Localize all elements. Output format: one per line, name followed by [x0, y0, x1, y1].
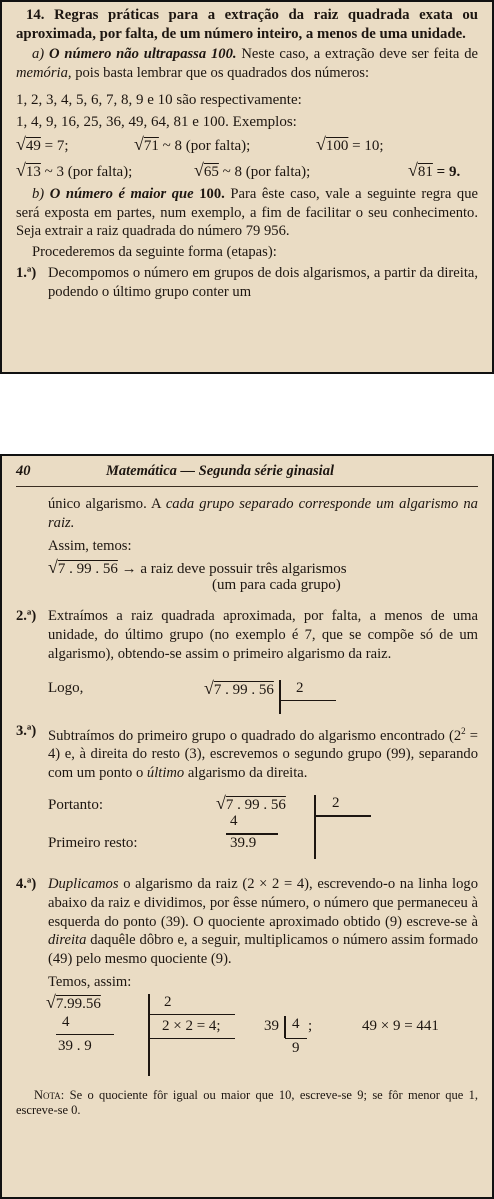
radicand: 7 . 99 . 56: [213, 681, 274, 698]
step-4: [16, 875, 478, 969]
temos-diagram: [16, 992, 478, 1082]
step-3-sup: 2: [461, 725, 466, 736]
logo-label: Logo,: [48, 679, 84, 696]
numbers-line: 1, 2, 3, 4, 5, 6, 7, 8, 9 e 10 são respectivamente:: [16, 91, 302, 108]
radical-icon: √: [16, 133, 26, 154]
root-digit: 2: [164, 993, 172, 1010]
example-4: [16, 159, 132, 183]
result: = 9.: [436, 163, 461, 180]
result: ~ 3 (por falta);: [44, 163, 133, 180]
step-4-text1: o algarismo da raiz (2 × 2 = 4), escrevendo-o na linha logo abaixo da raiz e dividimos, por êsse número, o número que permaneceu à esquerda do ponto (39). O quociente aproximado obtido (9) escreve-se à: [48, 876, 479, 930]
subtraction-line: [56, 1034, 114, 1036]
division-bar: [284, 1016, 286, 1038]
footnote: [16, 1088, 478, 1118]
note-label: Nota:: [34, 1087, 65, 1102]
divider-line: [314, 795, 316, 859]
page-number: 40: [16, 462, 31, 479]
radical-icon: √: [48, 557, 58, 578]
resto-value: 39 . 9: [58, 1037, 92, 1054]
radicand: 65: [203, 163, 219, 180]
double-underline: [149, 1038, 235, 1040]
step-2-text: Extraímos a raiz quadrada aproximada, por falta, a menos de uma unidade, do último grupo (no exemplo é 7, que se compõe só de um algarismo), obtendo-se assim o primeiro algarismo da raiz.: [48, 608, 478, 662]
radical-icon: √: [216, 793, 226, 814]
paragraph-b: [16, 185, 478, 241]
radicand-expression: [48, 557, 347, 578]
logo-diagram: [16, 664, 478, 718]
root-digit: 2: [296, 679, 304, 696]
cont-text: único algarismo. A: [48, 496, 161, 512]
squares-line: 1, 4, 9, 16, 25, 36, 49, 64, 81 e 100. Exemplos:: [16, 113, 297, 130]
radical-icon: √: [134, 133, 144, 154]
root-underline: [149, 1014, 235, 1016]
radical-icon: √: [46, 991, 56, 1012]
step-3-text1: Subtraímos do primeiro grupo o quadrado do algarismo encontrado (2: [48, 727, 462, 744]
radicand: 81: [417, 163, 433, 180]
division-dividend: 39: [264, 1017, 279, 1034]
radicand: 13: [25, 163, 41, 180]
arrow-text: → a raiz deve possuir três algarismos: [121, 561, 347, 578]
division-semicolon: ;: [308, 1017, 313, 1034]
step-3-italic: último: [146, 765, 185, 782]
example-3: [316, 133, 384, 157]
step-2: [16, 607, 478, 663]
radical-icon: √: [204, 677, 214, 698]
result: ~ 8 (por falta);: [222, 163, 311, 180]
primeiro-resto-label: Primeiro resto:: [48, 835, 138, 852]
subtrahend: 4: [230, 813, 238, 830]
cont-italic: cada grupo separado corresponde um algarismo na raiz.: [48, 496, 478, 531]
radicand: 49: [25, 137, 41, 154]
divider-line: [148, 994, 150, 1076]
running-head: Matemática — Segunda série ginasial: [106, 462, 334, 479]
radical-icon: √: [194, 159, 204, 180]
step-4-text2: daquêle dôbro e, a seguir, multiplicamos o número assim formado (49) pelo mesmo quociente (9).: [48, 932, 478, 968]
division-divisor: 4: [292, 1015, 300, 1032]
examples-row-2: [16, 157, 478, 185]
step-3: [16, 722, 478, 783]
radicand-line: [16, 555, 478, 599]
radicand: 71: [143, 137, 159, 154]
note-text: Se o quociente fôr igual ou maior que 10, escreve-se 9; se fôr menor que 1, escreve-se 0.: [16, 1087, 479, 1117]
radicand: 7 . 99 . 56: [225, 797, 286, 814]
label-a: a): [32, 46, 45, 63]
page-header: [16, 456, 478, 487]
temos-text: Temos, assim:: [48, 974, 132, 991]
page-top: [0, 0, 494, 374]
portanto-radical: [216, 793, 286, 814]
step-3-number: 3.ª): [16, 722, 37, 739]
portanto-diagram: [16, 783, 478, 865]
step-3-text2: = 4) e, à direita do resto (3), escrevemos o segundo grupo (99), separando com um ponto o: [48, 727, 478, 782]
step-1-number: 1.ª): [16, 264, 37, 281]
temos-radical: [46, 992, 101, 1013]
radical-icon: √: [408, 159, 418, 180]
text-memoria: memória: [16, 64, 68, 81]
step-4-number: 4.ª): [16, 876, 37, 893]
heading-b-number: 100.: [199, 185, 225, 202]
product-expression: 49 × 9 = 441: [362, 1017, 439, 1034]
text-a1: Neste caso, a extração deve ser feita de: [241, 46, 478, 63]
resto-value: 39.9: [230, 835, 257, 852]
text-a2: , pois basta lembrar que os quadrados dos números:: [67, 64, 370, 81]
subtrahend: 4: [62, 1013, 70, 1030]
radicand: 100: [325, 137, 349, 154]
paragraph-a: [16, 45, 478, 83]
proced-text: Procederemos da seguinte forma (etapas):: [32, 244, 277, 261]
continuation: [16, 495, 478, 533]
step-1-text: Decompomos o número em grupos de dois algarismos, a partir da direita, podendo o último grupo conter um: [48, 264, 478, 300]
step-4-italic2: direita: [48, 932, 87, 949]
step-2-number: 2.ª): [16, 608, 37, 625]
radicand: 7.99.56: [55, 995, 101, 1012]
example-6: [408, 159, 460, 183]
heading-a: O número não ultrapassa 100.: [48, 46, 237, 63]
root-underline: [280, 700, 336, 702]
example-2: [134, 133, 250, 157]
page-bottom: [0, 454, 494, 1199]
result: = 7;: [44, 137, 69, 154]
double-expression: 2 × 2 = 4;: [162, 1017, 221, 1034]
text-b: Para êste caso, vale a seguinte regra que será exposta em partes, num exemplo, a fim de facilitar o seu conhecimento. Seja extrair a raiz quadrada do número 79 956.: [16, 185, 479, 240]
radical-icon: √: [316, 133, 326, 154]
logo-radical: [204, 678, 274, 699]
example-1: [16, 133, 69, 157]
divider-line: [279, 680, 281, 714]
label-b: b): [32, 185, 45, 202]
section-title: 14. Regras práticas para a extração da raiz quadrada exata ou aproximada, por falta, de um número inteiro, a menos de uma unidade.: [16, 7, 478, 42]
example-5: [194, 159, 310, 183]
assim-text: Assim, temos:: [48, 537, 132, 554]
step-4-italic: Duplicamos: [48, 876, 119, 893]
heading-b: O número é maior que: [49, 185, 194, 202]
step-3-text3: algarismo da direita.: [187, 765, 308, 782]
division-quotient: 9: [292, 1039, 300, 1056]
step-1: [16, 264, 478, 302]
result: = 10;: [352, 137, 384, 154]
result: ~ 8 (por falta);: [162, 137, 251, 154]
paren-text: (um para cada grupo): [212, 577, 341, 594]
examples-row-1: [16, 133, 478, 157]
root-underline: [315, 815, 371, 817]
radical-icon: √: [16, 159, 26, 180]
radicand: 7 . 99 . 56: [57, 561, 118, 578]
portanto-label: Portanto:: [48, 797, 103, 814]
root-digit: 2: [332, 795, 340, 812]
